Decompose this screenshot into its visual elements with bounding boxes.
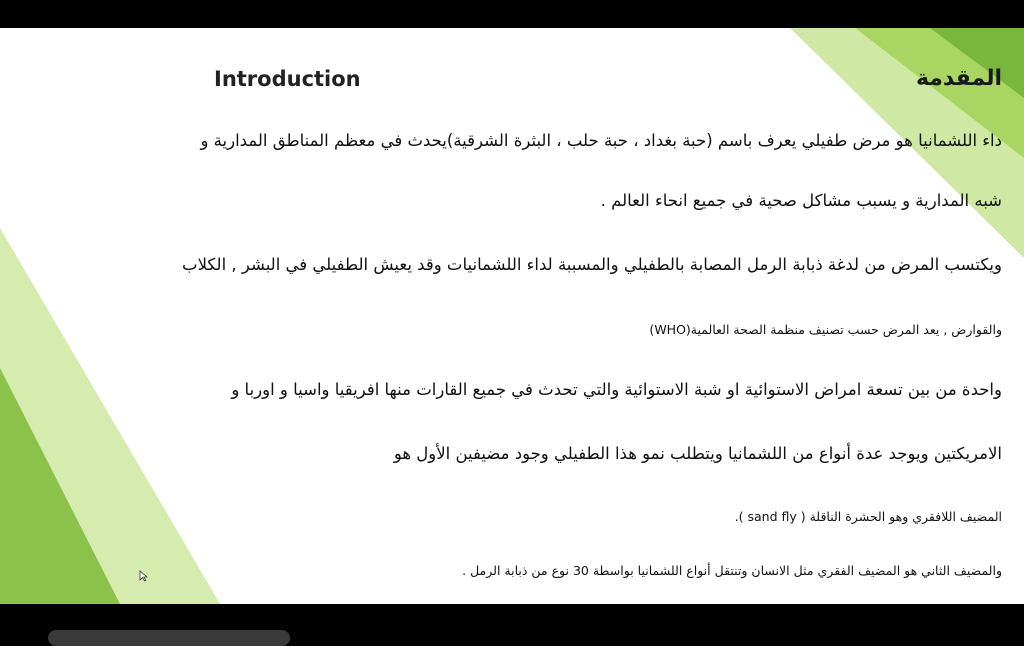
text-line-2: شبه المدارية و يسبب مشاكل صحية في جميع انحاء العالم . bbox=[600, 191, 1002, 210]
slide bbox=[0, 28, 1024, 604]
text-line-7: المضيف اللافقري وهو الحشرة الناقلة ( sand fly ). bbox=[734, 509, 1002, 524]
text-line-4: والقوارض , يعد المرض حسب تصنيف منظمة الصحة العالمية(WHO) bbox=[649, 322, 1002, 337]
text-line-3: ويكتسب المرض من لدغة ذبابة الرمل المصابة بالطفيلي والمسببة لداء اللشمانيات وقد يعيش الطفيلي في البشر , الكلاب bbox=[182, 255, 1002, 274]
video-progress-bar[interactable] bbox=[48, 630, 290, 646]
mouse-pointer-icon bbox=[139, 570, 148, 582]
slide-title-english: Introduction bbox=[214, 67, 361, 91]
slide-title-arabic: المقدمة bbox=[915, 66, 1002, 91]
text-line-8: والمضيف الثاني هو المضيف الفقري مثل الانسان وتنتقل أنواع اللشمانيا بواسطة 30 نوع من ذبابة الرمل . bbox=[462, 563, 1002, 578]
text-line-5: واحدة من بين تسعة امراض الاستوائية او شبة الاستوائية والتي تحدث في جميع القارات منها افريقيا واسيا و اوربا و bbox=[231, 380, 1002, 399]
text-line-6: الامريكتين ويوجد عدة أنواع من اللشمانيا ويتطلب نمو هذا الطفيلي وجود مضيفين الأول هو bbox=[393, 444, 1002, 463]
text-line-1: داء اللشمانيا هو مرض طفيلي يعرف باسم (حبة بغداد ، حبة حلب ، البثرة الشرقية)يحدث في معظم المناطق المدارية و bbox=[200, 131, 1002, 150]
